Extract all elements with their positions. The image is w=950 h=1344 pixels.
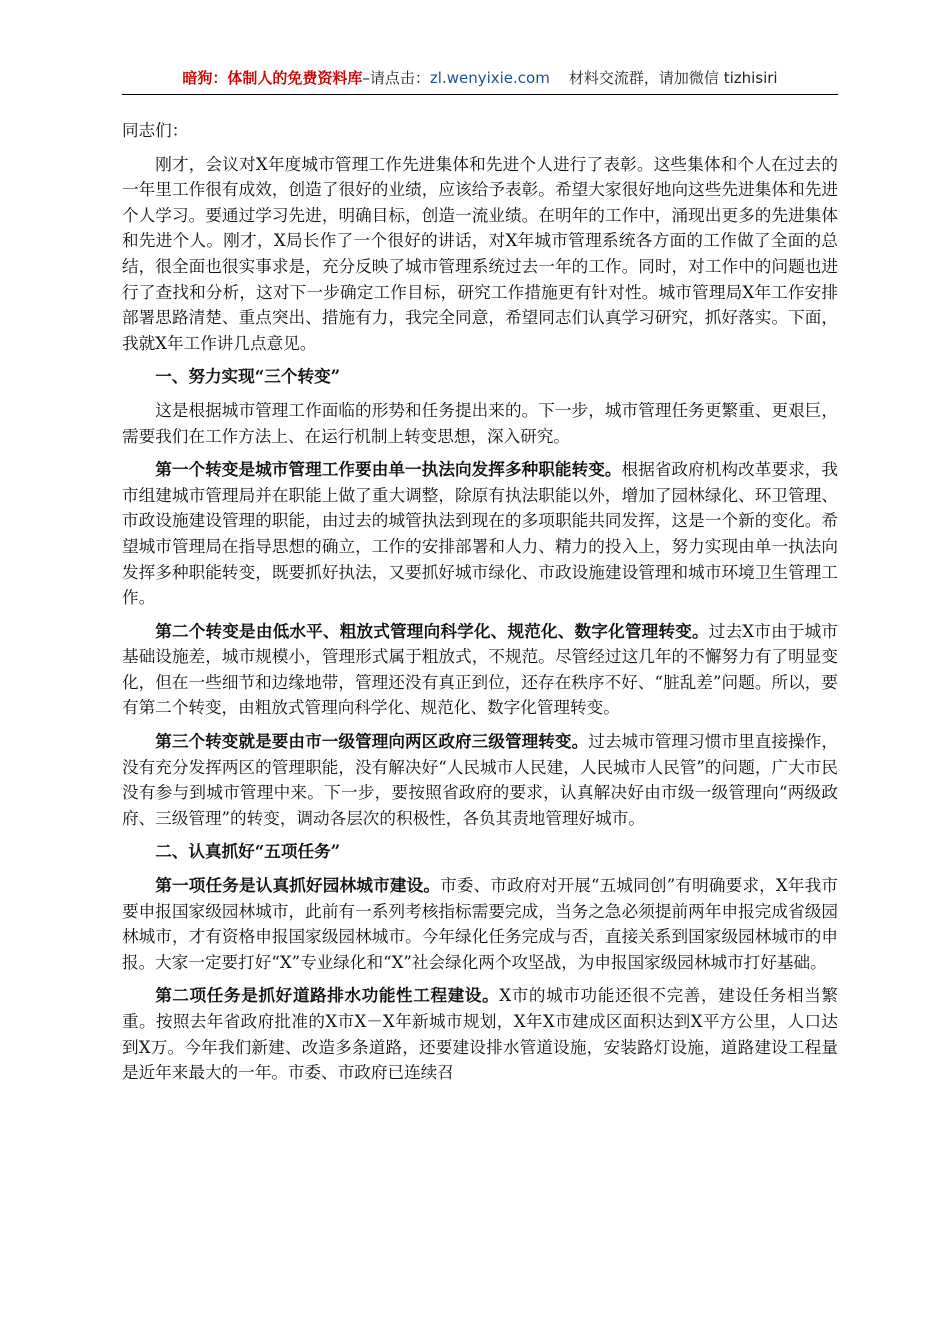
change1-paragraph — [122, 457, 838, 611]
task1-text: 市委、市政府对开展“五城同创”有明确要求，X年我市要申报国家级园林城市，此前有一系列考核指标需要完成，当务之急必须提前两年申报完成省级园林城市，才有资格申报国家级园林城市。今年绿化任务完成与否，直接关系到国家级园林城市的申报。大家一定要打好“X”专业绿化和“X”社会绿化两个攻坚战，为申报国家级园林城市打好基础。 — [122, 876, 839, 972]
change1-lead: 第一个转变是城市管理工作要由单一执法向发挥多种职能转变。 — [155, 459, 622, 480]
change3-text: 过去城市管理习惯市里直接操作，没有充分发挥两区的管理职能，没有解决好“人民城市人民建，人民城市人民管”的问题，广大市民没有参与到城市管理中来。下一步，要按照省政府的要求，认真解决好由市级一级管理向“两级政府、三级管理”的转变，调动各层次的积极性，各负其责地管理好城市。 — [122, 732, 839, 828]
change2-paragraph — [122, 619, 838, 721]
header-url-link[interactable]: zl.wenyixie.com — [429, 69, 550, 87]
task1-paragraph — [122, 873, 838, 975]
task2-lead: 第二项任务是抓好道路排水功能性工程建设。 — [155, 985, 500, 1006]
change3-lead: 第三个转变就是要由市一级管理向两区政府三级管理转变。 — [155, 731, 589, 752]
task1-lead: 第一项任务是认真抓好园林城市建设。 — [155, 875, 441, 896]
document-body — [122, 118, 838, 1094]
intro-paragraph: 刚才，会议对X年度城市管理工作先进集体和先进个人进行了表彰。这些集体和个人在过去的一年里工作很有成效，创造了很好的业绩，应该给予表彰。希望大家很好地向这些先进集体和先进个人学习。要通过学习先进，明确目标，创造一流业绩。在明年的工作中，涌现出更多的先进集体和先进个人。刚才，X局长作了一个很好的讲话，对X年城市管理系统各方面的工作做了全面的总结，很全面也很实事求是，充分反映了城市管理系统过去一年的工作。同时，对工作中的问题也进行了查找和分析，这对下一步确定工作目标，研究工作措施更有针对性。城市管理局X年工作安排部署思路清楚、重点突出、措施有力，我完全同意，希望同志们认真学习研究，抓好落实。下面，我就X年工作讲几点意见。 — [122, 154, 838, 353]
change3-paragraph — [122, 729, 838, 831]
header-contact: 材料交流群，请加微信 tizhisiri — [568, 69, 778, 87]
change1-text: 根据省政府机构改革要求，我市组建城市管理局并在职能上做了重大调整，除原有执法职能以外，增加了园林绿化、环卫管理、市政设施建设管理的职能，由过去的城管执法到现在的多项职能共同发挥，这是一个新的变化。希望城市管理局在指导思想的确立，工作的安排部署和人力、精力的投入上，努力实现由单一执法向发挥多种职能转变，既要抓好执法，又要抓好城市绿化、市政设施建设管理和城市环境卫生管理工作。 — [122, 460, 839, 608]
change2-lead: 第二个转变是由低水平、粗放式管理向科学化、规范化、数字化管理转变。 — [155, 620, 709, 641]
section2-heading: 二、认真抓好“五项任务” — [155, 841, 341, 862]
page-header — [122, 64, 838, 95]
task2-text: X市的城市功能还很不完善，建设任务相当繁重。按照去年省政府批准的X市X－X年新城市规划，X年X市建成区面积达到X平方公里，人口达到X万。今年我们新建、改造多条道路，还要建设排水管道设施，安装路灯设施，道路建设工程量是近年来最大的一年。市委、市政府已连续召 — [122, 986, 839, 1083]
task2-paragraph — [122, 983, 838, 1085]
section1-heading: 一、努力实现“三个转变” — [155, 366, 341, 387]
section1-intro-paragraph: 这是根据城市管理工作面临的形势和任务提出来的。下一步，城市管理任务更繁重、更艰巨，需要我们在工作方法上、在运行机制上转变思想，深入研究。 — [122, 400, 838, 446]
header-site-name: 暗狗：体制人的免费资料库 — [182, 69, 363, 87]
header-prompt: –请点击： — [362, 69, 430, 87]
salutation: 同志们： — [122, 121, 189, 140]
change2-text: 过去X市由于城市基础设施差，城市规模小，管理形式属于粗放式，不规范。尽管经过这几年的不懈努力有了明显变化，但在一些细节和边缘地带，管理还没有真正到位，还存在秩序不好、“脏乱差”问题。所以，要有第二个转变，由粗放式管理向科学化、规范化、数字化管理转变。 — [122, 621, 838, 718]
